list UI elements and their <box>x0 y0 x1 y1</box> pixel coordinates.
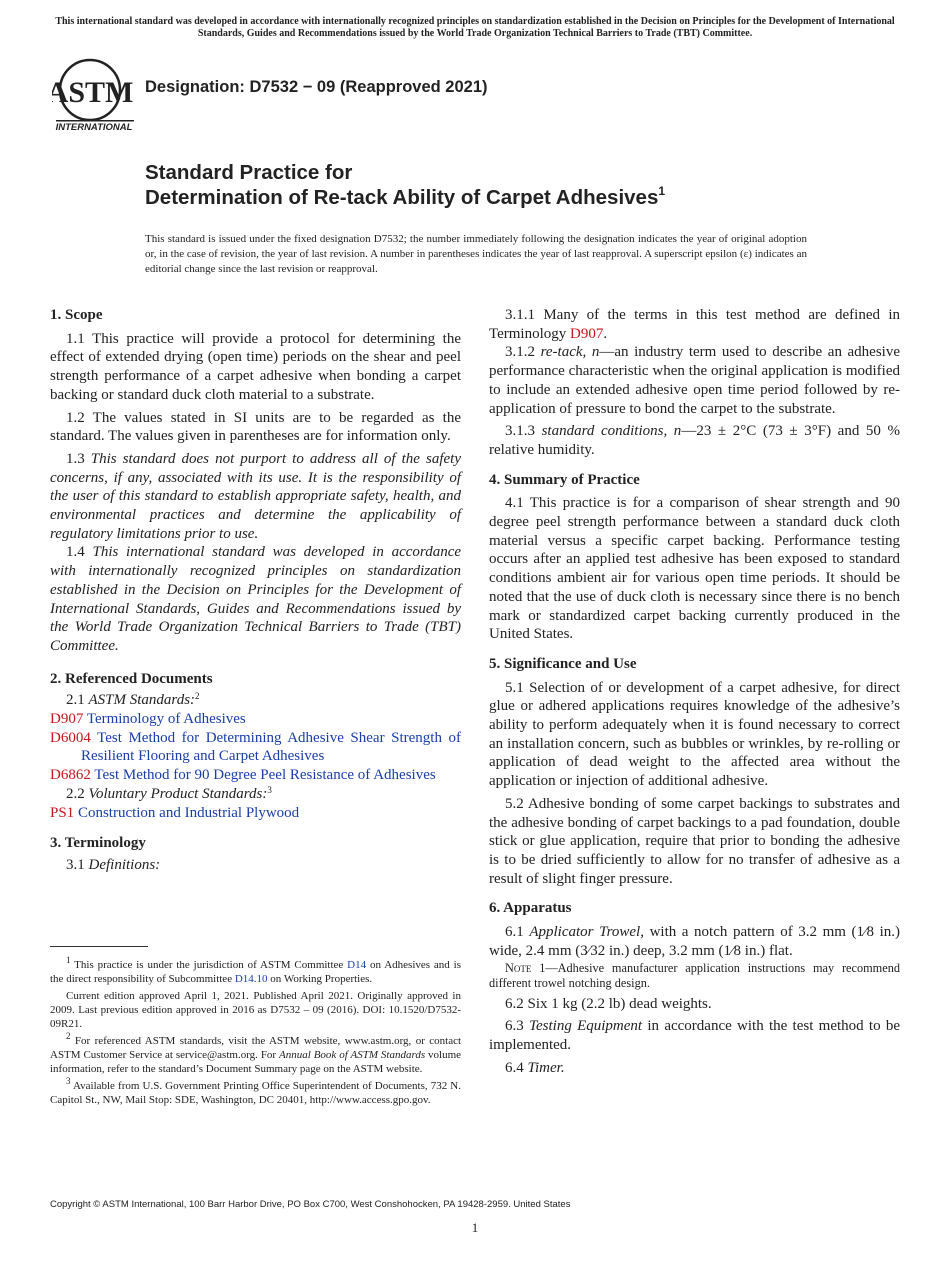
footnote-2: $^2$ For referenced ASTM standards, visit the ASTM website, www.astm.org, or contact ASTM Customer Service at service@astm.org. For Annual Book of ASTM Standards volume information, refer to the standard’s Document Summary page on the ASTM website. <box>50 1031 462 1075</box>
section-5-heading: 5. Significance and Use <box>489 655 637 672</box>
para-6-4: 6.4 Timer. <box>505 1059 565 1076</box>
para-2-1: 2.1 ASTM Standards:$^2$ <box>66 691 200 709</box>
title-main: Determination of Re-tack Ability of Carpet Adhesives <box>145 186 659 209</box>
ref-ps1[interactable] <box>50 804 461 823</box>
para-3-1: 3.1 Definitions: <box>66 856 161 873</box>
logo-text: ASTM <box>52 76 134 109</box>
para-2-2: 2.2 Voluntary Product Standards:$^3$ <box>66 784 272 802</box>
tbt-banner: This international standard was developed in accordance with internationally recognized principles on standardization established in the Decision on Principles for the Development of International Standards, Guides and Recommendations issued by the World Trade Organization Technical Barriers to Trade (TBT) Committee. <box>55 16 895 39</box>
copyright-footer: Copyright © ASTM International, 100 Barr Harbor Drive, PO Box C700, West Conshohocken, PA 19428-2959. United States <box>50 1199 571 1210</box>
section-6-heading: 6. Apparatus <box>489 900 572 917</box>
para-6-2: 6.2 Six 1 kg (2.2 lb) dead weights. <box>505 995 712 1012</box>
para-1-4: 1.4 This international standard was developed in accordance with internationally recognized principles on standardization established in the Decision on Principles for the Development of International Standards, Guides and Recommendations issued by the World Trade Organization Technical Barriers to Trade (TBT) Committee. <box>50 544 462 654</box>
footnote-edition: Current edition approved April 1, 2021. Published April 2021. Originally approved in 2009. Last previous edition approved in 2016 as D7532 – 09 (2016). DOI: 10.1520/D7532-09R21. <box>50 990 461 1030</box>
astm-logo-icon <box>52 58 136 132</box>
ref-code-link[interactable]: D6862 <box>50 767 91 784</box>
footnote-3: $^3$ Available from U.S. Government Printing Office Superintendent of Documents, 732 N. Capitol St., NW, Mail Stop: SDE, Washington, DC 20401, http://www.access.gpo.gov. <box>50 1076 461 1106</box>
footnote-1: $^1$ This practice is under the jurisdiction of ASTM Committee D14 on Adhesives and is the direct responsibility of Subcommittee D14.10 on Working Properties. <box>50 955 461 985</box>
footnotes <box>50 955 462 1107</box>
ref-title-link[interactable]: Test Method for 90 Degree Peel Resistance of Adhesives <box>94 767 436 784</box>
footnote-divider <box>50 946 148 947</box>
right-column <box>489 306 900 1077</box>
designation: Designation: D7532 − 09 (Reapproved 2021) <box>145 78 488 96</box>
ref-d6004[interactable] <box>50 729 461 766</box>
section-3-heading: 3. Terminology <box>50 835 146 852</box>
section-4-heading: 4. Summary of Practice <box>489 471 640 488</box>
subcommittee-link[interactable]: D14.10 <box>234 973 268 985</box>
para-6-3: 6.3 Testing Equipment in accordance with the test method to be implemented. <box>489 1018 901 1053</box>
left-column <box>50 306 461 875</box>
ref-d6862[interactable] <box>50 766 461 785</box>
ref-title-link[interactable]: Construction and Industrial Plywood <box>77 804 300 821</box>
page-number: 1 <box>471 1220 479 1235</box>
para-5-1: 5.1 Selection of or development of a carpet adhesive, for direct glue or adhered applications requires knowledge of the adhesive’s ability to perform adequately when it is found necessary to correct an installation concern, such as bubbles or wrinkles, by re-rolling or application of dead weight to the affected area without the application or injection of additional adhesive. <box>489 679 900 790</box>
para-1-2: 1.2 The values stated in SI units are to be regarded as the standard. The values given in parentheses are for information only. <box>50 409 461 445</box>
section-1-heading: 1. Scope <box>50 307 103 323</box>
title-footnote-ref: 1 <box>658 184 666 198</box>
ref-code-link[interactable]: D6004 <box>50 729 91 746</box>
logo-subtext: INTERNATIONAL <box>55 122 133 132</box>
para-1-3: 1.3 This standard does not purport to address all of the safety concerns, if any, associated with its use. It is the responsibility of the user of this standard to establish appropriate safety, health, and environmental practices and determine the applicability of regulatory limitations prior to use. <box>50 450 461 542</box>
para-1-1: 1.1 This practice will provide a protocol for determining the effect of extended drying (open time) periods on the shear and peel strength performance of a carpet adhesive when bonding a carpet backing or standard duck cloth material to a substrate. <box>50 330 461 403</box>
para-5-2: 5.2 Adhesive bonding of some carpet backings to substrates and the adhesive bonding of carpet backings to a pad foundation, double stick or glue application, require that prior to bonding the adhesive is to be dried sufficiently to allow for no transfer of adhesive as a result of slight finger pressure. <box>489 795 900 887</box>
title-line-2 <box>145 185 665 210</box>
ref-d907[interactable] <box>50 710 461 729</box>
ref-title-link[interactable]: Test Method for Determining Adhesive Shear Strength of Resilient Flooring and Carpet Adhesives <box>81 729 461 765</box>
committee-link[interactable]: D14 <box>347 959 367 971</box>
para-4-1: 4.1 This practice is for a comparison of shear strength and 90 degree peel strength performance between a standard duck cloth material versus a specific carpet backing. Performance testing occurs after an applied test adhesive has been exposed to standard conditions ambient air for various open time periods. It should be noted that the use of duck cloth is necessary since there is no bench mark or standardized carpet backing currently produced in the United States. <box>489 495 900 643</box>
para-3-1-2: 3.1.2 re-tack, n—an industry term used to describe an adhesive performance characteristic when the original application is modified to include an extended adhesive open time period followed by re-application of pressure to bond the carpet to the substrate. <box>489 344 900 417</box>
para-3-1-3: 3.1.3 standard conditions, n—23 ± 2°C (73 ± 3°F) and 50 % relative humidity. <box>489 423 900 458</box>
terminology-link[interactable]: D907 <box>570 325 604 342</box>
title-line-1: Standard Practice for <box>145 161 353 184</box>
para-6-1: 6.1 Applicator Trowel, with a notch pattern of 3.2 mm (1⁄8 in.) wide, 2.4 mm (3⁄32 in.) deep, 3.2 mm (1⁄8 in.) flat. <box>489 924 901 959</box>
note-1: Note 1—Adhesive manufacturer application instructions may recommend different trowel notching design. <box>489 960 900 990</box>
ref-code-link[interactable]: PS1 <box>50 804 75 821</box>
ref-code-link[interactable]: D907 <box>50 711 84 728</box>
issuance-note: This standard is issued under the fixed designation D7532; the number immediately following the designation indicates the year of original adoption or, in the case of revision, the year of last revision. A number in parentheses indicates the year of last reapproval. A superscript epsilon (ε) indicates an editorial change since the last revision or reapproval. <box>145 233 807 275</box>
document-title <box>145 160 665 210</box>
section-2-heading: 2. Referenced Documents <box>50 670 213 687</box>
para-3-1-1: 3.1.1 Many of the terms in this test method are defined in Terminology D907. <box>489 307 900 342</box>
ref-title-link[interactable]: Terminology of Adhesives <box>86 711 246 728</box>
